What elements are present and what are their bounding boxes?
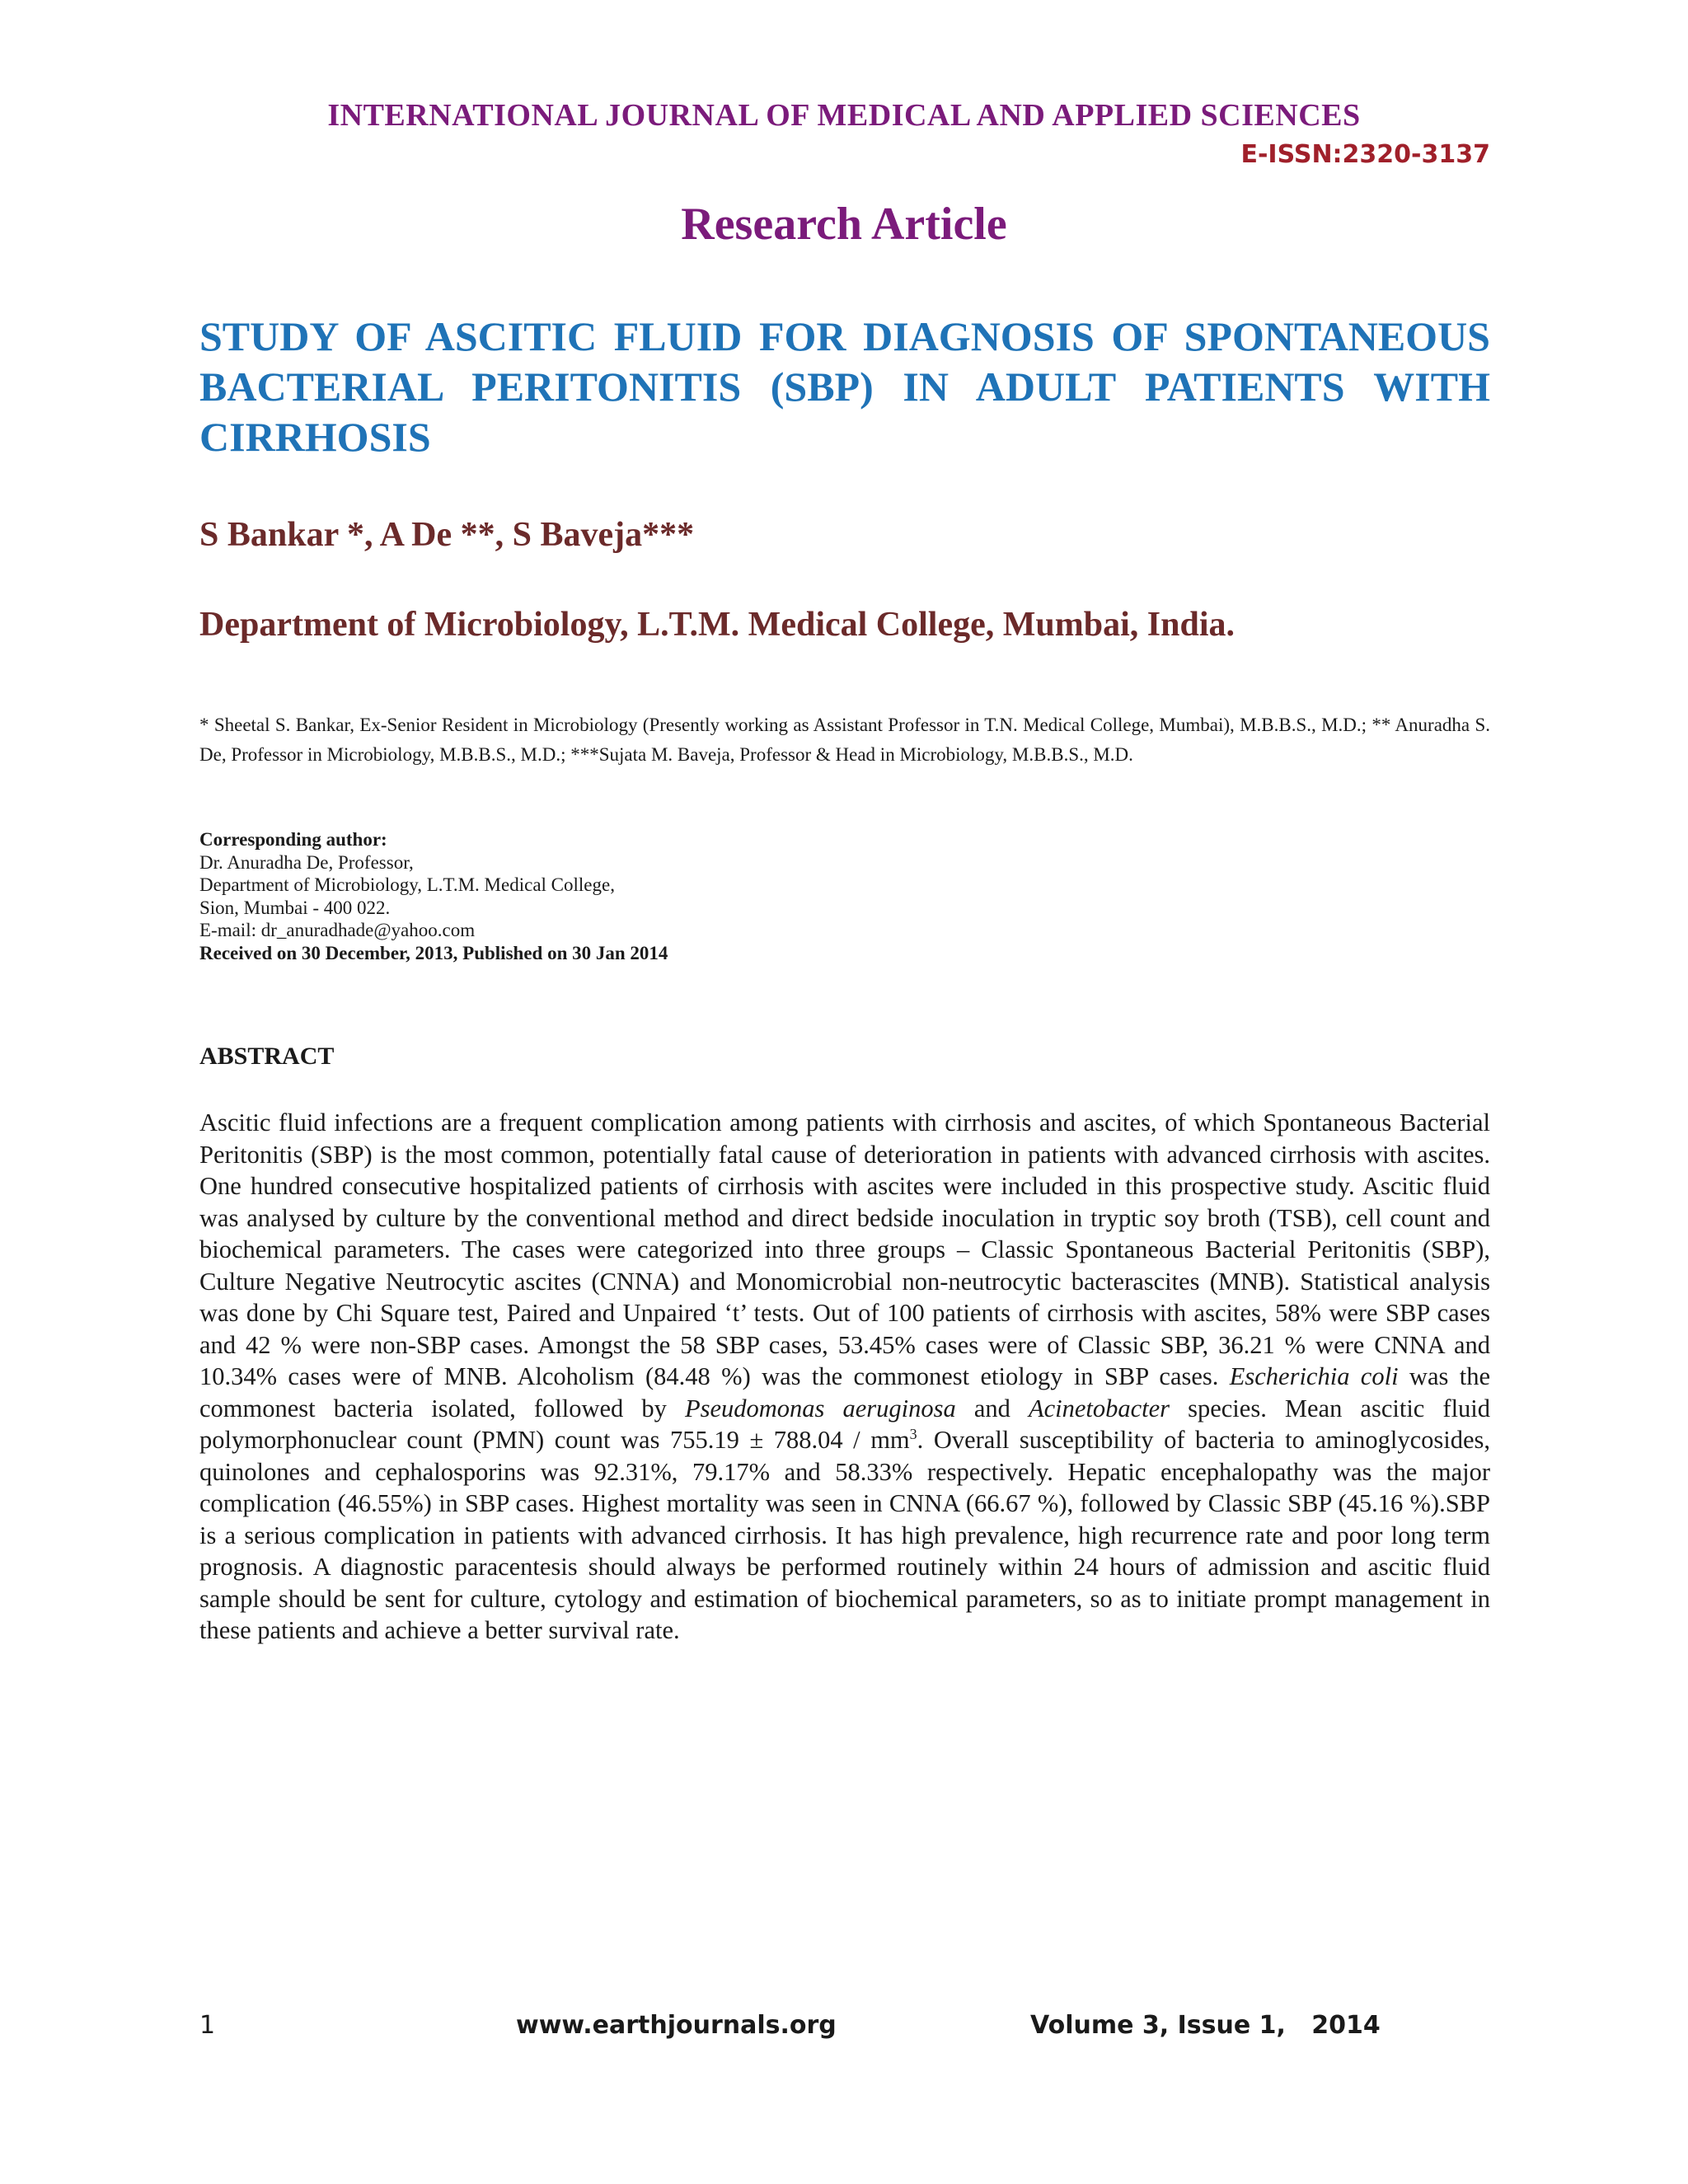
department-affiliation: Department of Microbiology, L.T.M. Medical College, Mumbai, India. bbox=[199, 606, 1236, 644]
article-type-heading: Research Article bbox=[681, 199, 1007, 250]
corresponding-author-name: Dr. Anuradha De, Professor, bbox=[199, 851, 414, 873]
issn-label: E-ISSN:2320-3137 bbox=[1240, 140, 1490, 169]
abstract-body bbox=[199, 1107, 1490, 1647]
abstract-text-part5: . Overall susceptibility of bacteria to aminoglycosides, quinolones and cephalosporins was 92.31%, 79.17% and 58.33% respectively. Hepatic encephalopathy was the major complication (46.55%) in SBP cases. Highest mortality was seen in CNNA (66.67 %), followed by Classic SBP (45.16 %).SBP is a serious complication in patients with advanced cirrhosis. It has high prevalence, high recurrence rate and poor long term prognosis. A diagnostic paracentesis should always be performed routinely within 24 hours of admission and ascitic fluid sample should be sent for culture, cytology and estimation of biochemical parameters, so as to initiate prompt management in these patients and achieve a better survival rate. bbox=[199, 1426, 1490, 1644]
author-affiliations: * Sheetal S. Bankar, Ex-Senior Resident in Microbiology (Presently working as Assistant Professor in T.N. Medical College, Mumbai), M.B.B.S., M.D.; ** Anuradha S. De, Professor in Microbiology, M.B.B.S., M.D.; ***Sujata M. Baveja, Professor & Head in Microbiology, M.B.B.S., M.D. bbox=[199, 715, 1490, 765]
journal-website: www.earthjournals.org bbox=[516, 2011, 837, 2040]
corresponding-author-label: Corresponding author: bbox=[199, 829, 387, 850]
abstract-text-part4: species. Mean ascitic fluid polymorphonuclear count (PMN) count was 755.19 ± 788.04 / mm bbox=[199, 1394, 1491, 1454]
abstract-heading: ABSTRACT bbox=[199, 1043, 335, 1070]
paper-title: STUDY OF ASCITIC FLUID FOR DIAGNOSIS OF SPONTANEOUS BACTERIAL PERITONITIS (SBP) IN ADULT PATIENTS WITH CIRRHOSIS bbox=[199, 313, 1490, 460]
received-published-dates: Received on 30 December, 2013, Published on 30 Jan 2014 bbox=[199, 942, 668, 963]
page-footer bbox=[0, 2011, 1688, 2044]
organism-escherichia-coli: Escherichia coli bbox=[1229, 1362, 1399, 1390]
organism-pseudomonas-aeruginosa: Pseudomonas aeruginosa bbox=[684, 1394, 956, 1422]
abstract-text-part1: Ascitic fluid infections are a frequent complication among patients with cirrhosis and ascites, of which Spontaneous Bacterial Peritonitis (SBP) is the most common, potentially fatal cause of deterioration in patients with advanced cirrhosis with ascites. One hundred consecutive hospitalized patients of cirrhosis with ascites were included in this prospective study. Ascitic fluid was analysed by culture by the conventional method and direct bedside inoculation in tryptic soy broth (TSB), cell count and biochemical parameters. The cases were categorized into three groups – Classic Spontaneous Bacterial Peritonitis (SBP), Culture Negative Neutrocytic ascites (CNNA) and Monomicrobial non-neutrocytic bacterascites (MNB). Statistical analysis was done by Chi Square test, Paired and Unpaired ‘t’ tests. Out of 100 patients of cirrhosis with ascites, 58% were SBP cases and 42 % were non-SBP cases. Amongst the 58 SBP cases, 53.45% cases were of Classic SBP, 36.21 % were CNNA and 10.34% cases were of MNB. Alcoholism (84.48 %) was the commonest etiology in SBP cases. bbox=[199, 1108, 1490, 1390]
abstract-text-part2: was the commonest bacteria isolated, followed by bbox=[199, 1362, 1490, 1422]
corresponding-author-block bbox=[199, 828, 1490, 964]
superscript-three: 3 bbox=[909, 1425, 917, 1442]
organism-acinetobacter: Acinetobacter bbox=[1028, 1394, 1170, 1422]
corresponding-author-email: E-mail: dr_anuradhade@yahoo.com bbox=[199, 920, 476, 940]
abstract-text-part3: and bbox=[955, 1394, 1029, 1422]
page-number: 1 bbox=[199, 2011, 216, 2040]
corresponding-author-address: Sion, Mumbai - 400 022. bbox=[199, 897, 391, 918]
volume-issue-year: Volume 3, Issue 1, 2014 bbox=[1030, 2011, 1381, 2040]
corresponding-author-dept: Department of Microbiology, L.T.M. Medical College, bbox=[199, 874, 615, 895]
author-list: S Bankar *, A De **, S Baveja*** bbox=[199, 516, 695, 554]
journal-title: INTERNATIONAL JOURNAL OF MEDICAL AND APPLIED SCIENCES bbox=[327, 98, 1361, 133]
